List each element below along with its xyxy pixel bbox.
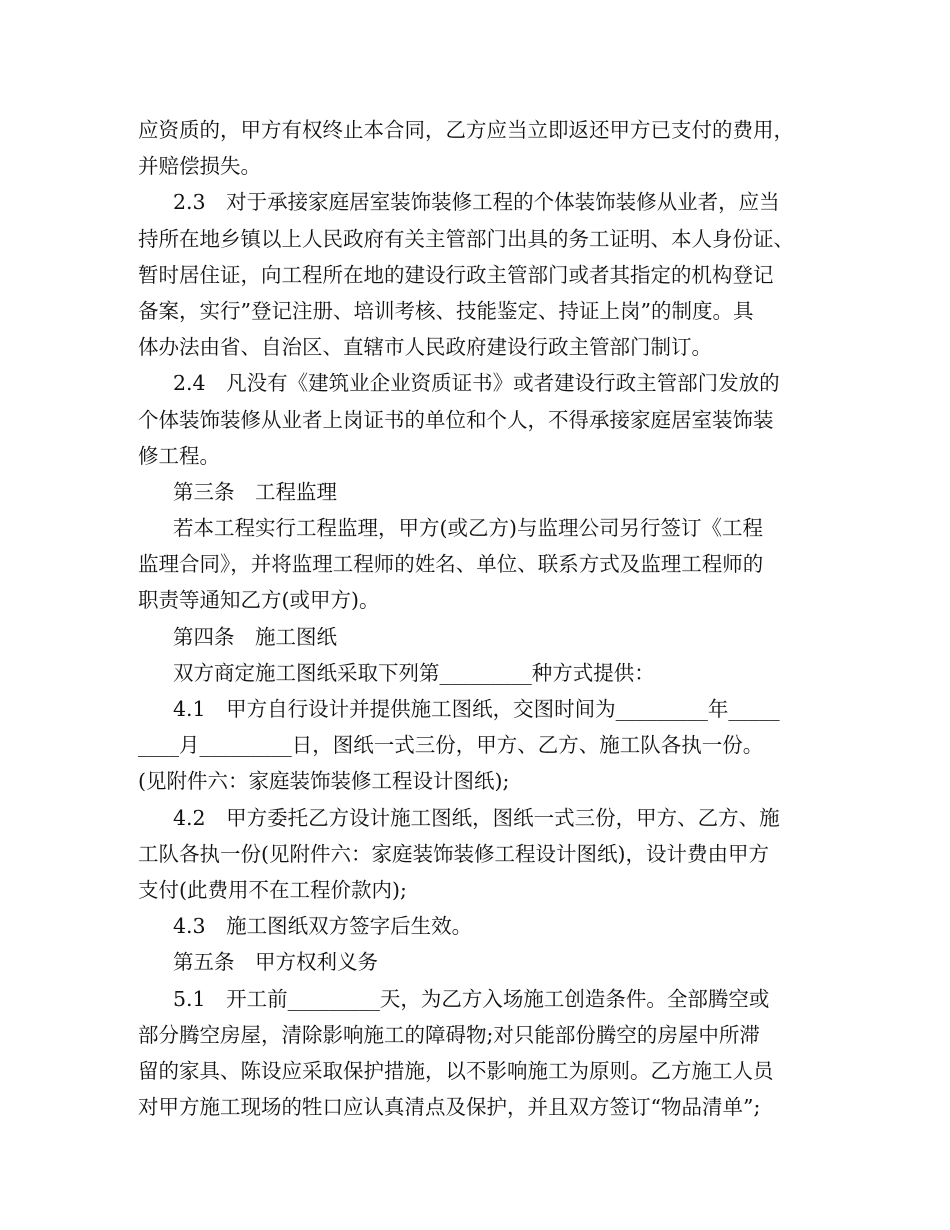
clause-5-1: 5.1 开工前_________天，为乙方入场施工创造条件。全部腾空或 — [173, 986, 770, 1011]
text-line: 体办法由省、自治区、直辖市人民政府建设行政主管部门制订。 — [138, 335, 712, 360]
text-line: 并赔偿损失。 — [138, 154, 261, 179]
text-line: 修工程。 — [138, 443, 220, 468]
text-line: 对甲方施工现场的牲口应认真清点及保护，并且双方签订“物品清单”; — [138, 1095, 761, 1120]
section-heading-4: 第四条 施工图纸 — [173, 624, 337, 649]
text-line: 支付(此费用不在工程价款内); — [138, 877, 407, 902]
text-line: 留的家具、陈设应采取保护措施，以不影响施工为原则。乙方施工人员 — [138, 1058, 774, 1083]
section-heading-3: 第三条 工程监理 — [173, 479, 337, 504]
text-line: 双方商定施工图纸采取下列第_________种方式提供： — [173, 660, 655, 685]
clause-4-1: 4.1 甲方自行设计并提供施工图纸，交图时间为_________年_____ — [173, 697, 780, 721]
text-line: 职责等通知乙方(或甲方)。 — [138, 588, 380, 613]
clause-4-2: 4.2 甲方委托乙方设计施工图纸，图纸一式三份，甲方、乙方、施 — [173, 805, 780, 830]
clause-4-3: 4.3 施工图纸双方签字后生效。 — [173, 914, 473, 939]
text-line: 部分腾空房屋，清除影响施工的障碍物;对只能部份腾空的房屋中所滞 — [138, 1022, 760, 1047]
document-body — [138, 112, 828, 1125]
text-line: 暂时居住证，向工程所在地的建设行政主管部门或者其指定的机构登记 — [138, 262, 774, 287]
section-heading-5: 第五条 甲方权利义务 — [173, 950, 378, 975]
clause-2-4: 2.4 凡没有《建筑业企业资质证书》或者建设行政主管部门发放的 — [173, 371, 780, 396]
text-line: 若本工程实行工程监理，甲方(或乙方)与监理公司另行签订《工程 — [173, 516, 763, 541]
text-line: 个体装饰装修从业者上岗证书的单位和个人，不得承接家庭居室装饰装 — [138, 407, 774, 432]
clause-2-3: 2.3 对于承接家庭居室装饰装修工程的个体装饰装修从业者，应当 — [173, 190, 780, 215]
text-line: 持所在地乡镇以上人民政府有关主管部门出具的务工证明、本人身份证、 — [138, 226, 794, 251]
text-line: 备案，实行”登记注册、培训考核、技能鉴定、持证上岗”的制度。具 — [138, 298, 754, 323]
text-line: 监理合同》，并将监理工程师的姓名、单位、联系方式及监理工程师的 — [138, 552, 764, 577]
text-line: ____月_________日，图纸一式三份，甲方、乙方、施工队各执一份。 — [138, 733, 764, 758]
text-line: (见附件六：家庭装饰装修工程设计图纸); — [138, 769, 510, 794]
text-line: 应资质的，甲方有权终止本合同，乙方应当立即返还甲方已支付的费用， — [138, 118, 794, 142]
text-line: 工队各执一份(见附件六：家庭装饰装修工程设计图纸)，设计费由甲方 — [138, 841, 769, 866]
